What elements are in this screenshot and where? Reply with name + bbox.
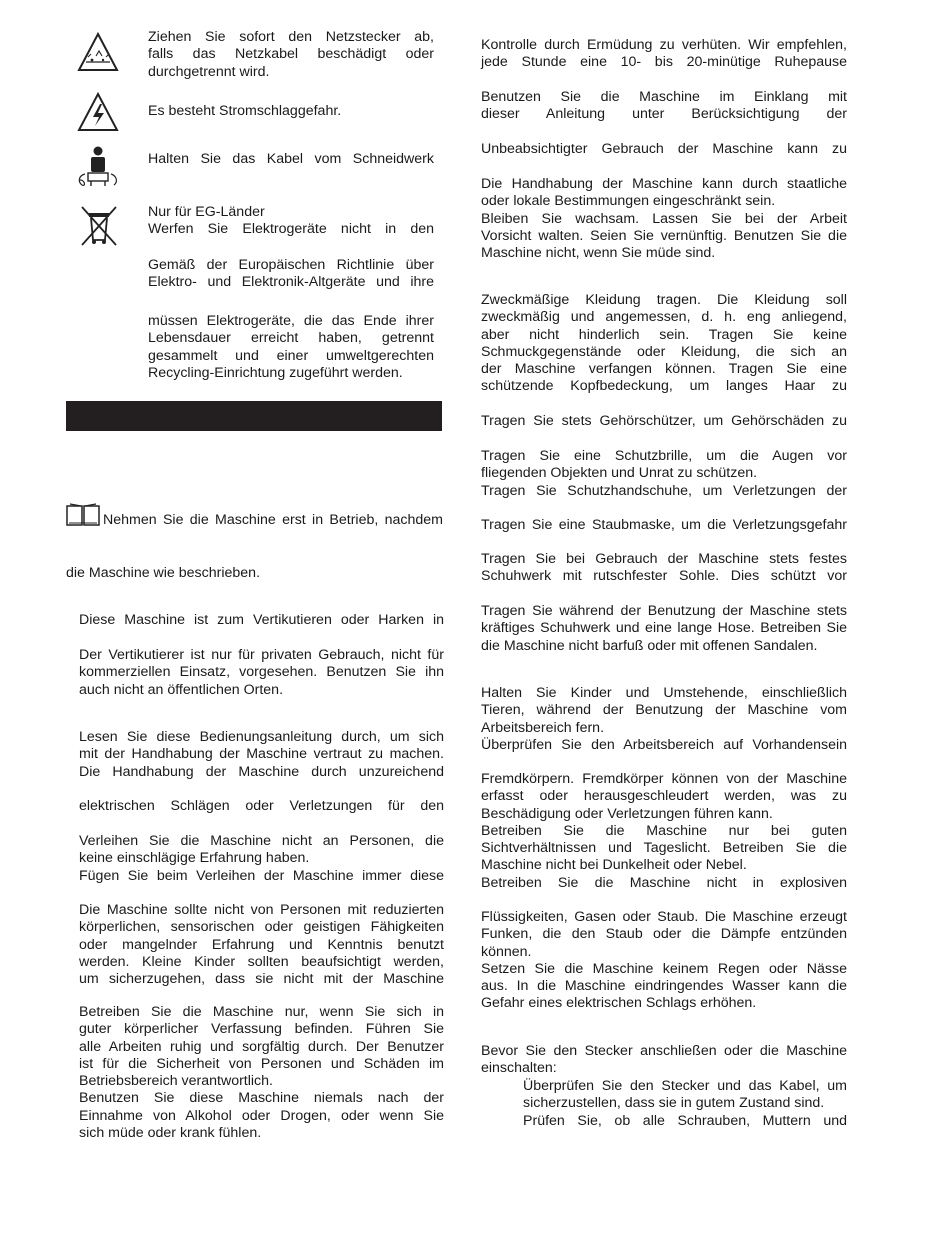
warning-text-shock: Es besteht Stromschlaggefahr. [148,103,342,119]
paragraph: Flüssigkeiten, Gasen oder Staub. Die Maschine erzeugt Funken, die den Staub oder die Dämpfe entzünden können. Setzen Sie die Maschine keinem Regen oder Nässe aus. In die Maschine eindringendes Wasser kann die Gefahr eines elektrischen Schlags erhöhen. [481,909,847,1012]
paragraph: Der Vertikutierer ist nur für privaten Gebrauch, nicht für kommerziellen Einsatz, vorgesehen. Benutzen Sie ihn auch nicht an öffentlichen Orten. [79,647,444,698]
paragraph: Tragen Sie stets Gehörschützer, um Gehörschäden zu [481,413,847,429]
crossed-bin-icon [77,203,121,247]
paragraph: Benutzen Sie die Maschine im Einklang mit dieser Anleitung unter Berücksichtigung der [481,89,847,123]
paragraph: Die Maschine sollte nicht von Personen mit reduzierten körperlichen, sensorischen oder geistigen Fähigkeiten oder mangelnder Erfahrung und Kenntnis benutzt werden. Kleine Kinder sollten beaufsichtigt werden, um sicherzugehen, dass sie nicht mit der Maschine [79,902,444,988]
paragraph: Die Handhabung der Maschine kann durch staatliche oder lokale Bestimmungen eingeschränkt sein. Bleiben Sie wachsam. Lassen Sie bei der Arbeit Vorsicht walten. Seien Sie vernünftig. Benutzen Sie die Maschine nicht, wenn Sie müde sind. [481,176,847,262]
paragraph: Fremdkörpern. Fremdkörper können von der Maschine erfasst oder herausgeschleudert werden, was zu Beschädigung oder Verletzungen führen kann. Betreiben Sie die Maschine nur bei guten Sichtverhältnissen und Tageslicht. Betreiben Sie die Maschine nicht bei Dunkelheit oder Nebel. Betreiben Sie die Maschine nicht in explosiven [481,771,847,891]
manual-notice: Nehmen Sie die Maschine erst in Betrieb, nachdem [103,512,443,528]
paragraph: Tragen Sie bei Gebrauch der Maschine stets festes Schuhwerk mit rutschfester Sohle. Dies schützt vor [481,551,847,585]
warning-text-cable: Halten Sie das Kabel vom Schneidwerk [148,151,434,167]
paragraph: Tragen Sie eine Staubmaske, um die Verletzungsgefahr [481,517,847,533]
paragraph: Lesen Sie diese Bedienungsanleitung durch, um sich mit der Handhabung der Maschine vertraut zu machen. Die Handhabung der Maschine durch unzureichend [79,729,444,780]
paragraph: elektrischen Schlägen oder Verletzungen für den [79,798,444,814]
paragraph: Verleihen Sie die Maschine nicht an Personen, die keine einschlägige Erfahrung haben. Fügen Sie beim Verleihen der Maschine immer diese [79,833,444,884]
paragraph: Halten Sie Kinder und Umstehende, einschließlich Tieren, während der Benutzung der Maschine vom Arbeitsbereich fern. Überprüfen Sie den Arbeitsbereich auf Vorhandensein [481,685,847,753]
thrown-objects-warning-icon [76,30,120,74]
weee-paragraph: Gemäß der Europäischen Richtlinie über Elektro- und Elektronik-Altgeräte und ihre [148,257,434,291]
weee-paragraph: müssen Elektrogeräte, die das Ende ihrer Lebensdauer erreicht haben, getrennt gesammelt und einer umweltgerechten Recycling-Einrichtung zugeführt werden. [148,313,434,381]
paragraph: Zweckmäßige Kleidung tragen. Die Kleidung soll zweckmäßig und angemessen, d. h. eng anliegend, aber nicht hinderlich sein. Tragen Sie keine Schmuckgegenstände oder Kleidung, die sich an der Maschine verfangen können. Tragen Sie eine schützende Kopfbedeckung, um langes Haar zu [481,292,847,395]
checklist-item: Überprüfen Sie den Stecker und das Kabel, um sicherzustellen, dass sie in gutem Zustand sind. [523,1078,847,1112]
paragraph: Tragen Sie eine Schutzbrille, um die Augen vor fliegenden Objekten und Unrat zu schützen. Tragen Sie Schutzhandschuhe, um Verletzungen der [481,448,847,499]
paragraph: Betreiben Sie die Maschine nur, wenn Sie sich in guter körperlicher Verfassung befinden. Führen Sie alle Arbeiten ruhig und sorgfältig durch. Der Benutzer ist für die Sicherheit von Personen und Schäden im Betriebsbereich verantwortlich. Benutzen Sie diese Maschine niemals nach der Einnahme von Alkohol oder Drogen, oder wenn Sie sich müde oder krank fühlen. [79,1004,444,1142]
book-icon [66,503,100,527]
paragraph: Diese Maschine ist zum Vertikutieren oder Harken in [79,612,444,628]
manual-notice-cont: die Maschine wie beschrieben. [66,565,261,581]
keep-cable-away-icon [76,144,120,188]
warning-text-disconnect: Ziehen Sie sofort den Netzstecker ab, falls das Netzkabel beschädigt oder durchgetrennt wird. [148,29,434,80]
electric-shock-icon [76,90,120,134]
warning-text-weee: Nur für EG-Länder Werfen Sie Elektrogeräte nicht in den [148,204,434,238]
section-header-bar [66,401,442,431]
checklist-item: Prüfen Sie, ob alle Schrauben, Muttern und [523,1113,847,1129]
paragraph: Kontrolle durch Ermüdung zu verhüten. Wir empfehlen, jede Stunde eine 10- bis 20-minütige Ruhepause [481,37,847,71]
paragraph: Tragen Sie während der Benutzung der Maschine stets kräftiges Schuhwerk und eine lange Hose. Betreiben Sie die Maschine nicht barfuß oder mit offenen Sandalen. [481,603,847,654]
paragraph: Unbeabsichtigter Gebrauch der Maschine kann zu [481,141,847,157]
paragraph: Bevor Sie den Stecker anschließen oder die Maschine einschalten: [481,1043,847,1077]
